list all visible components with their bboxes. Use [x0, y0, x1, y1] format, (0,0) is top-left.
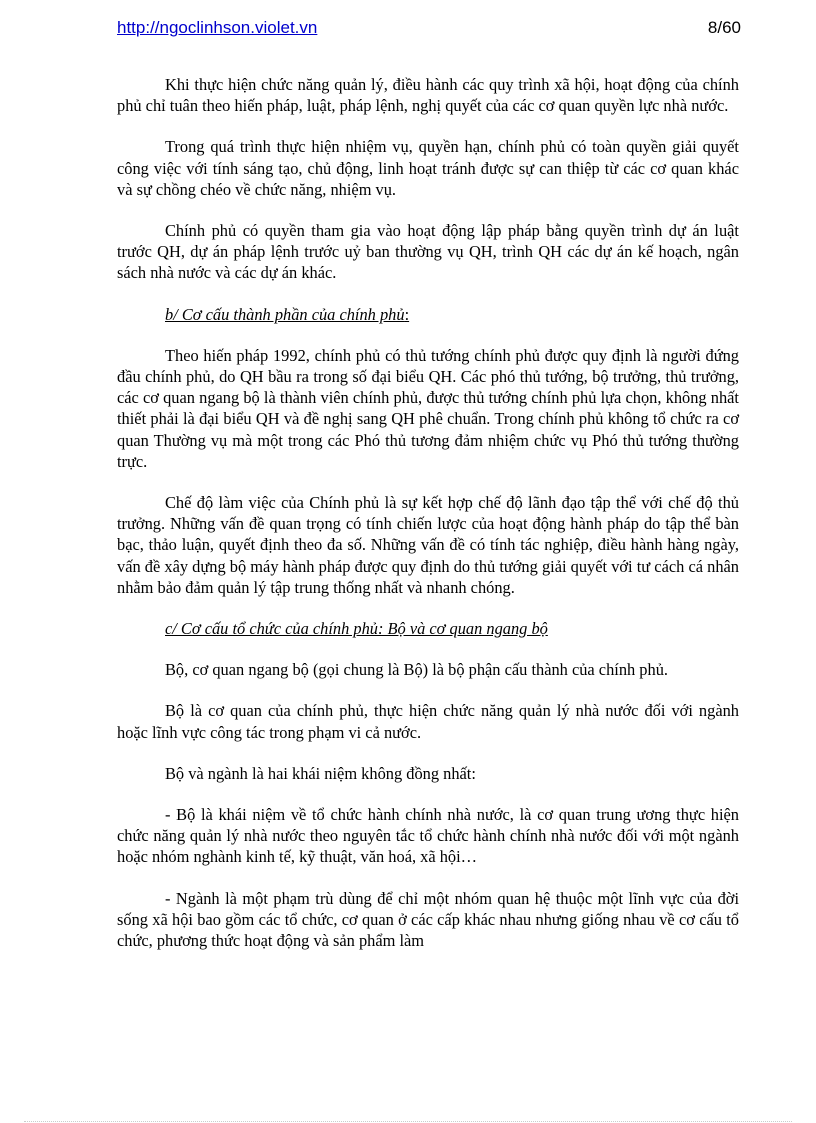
paragraph: Khi thực hiện chức năng quản lý, điều hành các quy trình xã hội, hoạt động của chính phủ chỉ tuân theo hiến pháp, luật, pháp lệnh, nghị quyết của các cơ quan quyền lực nhà nước.: [117, 75, 739, 116]
source-link[interactable]: http://ngoclinhson.violet.vn: [117, 18, 318, 37]
section-heading-b: [117, 304, 739, 325]
paragraph: Bộ là cơ quan của chính phủ, thực hiện chức năng quản lý nhà nước đối với ngành hoặc lĩnh vực công tác trong phạm vi cả nước.: [117, 701, 739, 742]
page-bottom-rule: [24, 1121, 792, 1122]
paragraph: Theo hiến pháp 1992, chính phủ có thủ tướng chính phủ được quy định là người đứng đầu chính phủ, do QH bầu ra trong số đại biểu QH. Các phó thủ tướng, bộ trưởng, thủ trưởng, các cơ quan ngang bộ là thành viên chính phủ, được thủ tướng chính phủ lựa chọn, không nhất thiết phải là đại biểu QH và đề nghị sang QH phê chuẩn. Trong chính phủ không tổ chức ra cơ quan Thường vụ mà một trong các Phó thủ tương đảm nhiệm chức vụ Phó thủ tướng thường trực.: [117, 345, 739, 471]
paragraph: Bộ và ngành là hai khái niệm không đồng nhất:: [165, 763, 476, 783]
paragraph: Bộ, cơ quan ngang bộ (gọi chung là Bộ) là bộ phận cấu thành của chính phủ.: [165, 660, 668, 680]
page-header: [117, 18, 741, 42]
document-body: [117, 74, 739, 971]
paragraph: - Bộ là khái niệm về tổ chức hành chính nhà nước, là cơ quan trung ương thực hiện chức năng quản lý nhà nước theo nguyên tắc tổ chức hành chính nhà nước đối với một ngành hoặc nhóm nghành kinh tế, kỹ thuật, văn hoá, xã hội…: [117, 805, 739, 867]
section-heading-c: c/ Cơ cấu tổ chức của chính phủ: Bộ và cơ quan ngang bộ: [165, 619, 548, 639]
paragraph: Chế độ làm việc của Chính phủ là sự kết hợp chế độ lãnh đạo tập thể với chế độ thủ trưởng. Những vấn đề quan trọng có tính chiến lược của hoạt động hành pháp do tập thể bàn bạc, thảo luận, quyết định theo đa số. Những vấn đề có tính tác nghiệp, điều hành hàng ngày, vấn đề xây dựng bộ máy hành pháp được quy định do thủ tướng giải quyết với tư cách cá nhân nhằm bảo đảm quản lý tập trung thống nhất và nhanh chóng.: [117, 493, 739, 597]
section-heading-b-text: b/ Cơ cấu thành phần của chính phủ: [165, 304, 405, 324]
paragraph: Chính phủ có quyền tham gia vào hoạt động lập pháp bằng quyền trình dự án luật trước QH, dự án pháp lệnh trước uỷ ban thường vụ QH, trình QH các dự án kế hoạch, ngân sách nhà nước và các dự án khác.: [117, 221, 739, 283]
page-number: 8/60: [707, 18, 741, 37]
paragraph: - Ngành là một phạm trù dùng để chỉ một nhóm quan hệ thuộc một lĩnh vực của đời sống xã hội bao gồm các tổ chức, cơ quan ở các cấp khác nhau nhưng giống nhau về cơ cấu tổ chức, phương thức hoạt động và sản phẩm làm: [117, 888, 739, 951]
section-heading-b-colon: :: [404, 304, 410, 324]
paragraph: Trong quá trình thực hiện nhiệm vụ, quyền hạn, chính phủ có toàn quyền giải quyết công việc với tính sáng tạo, chủ động, linh hoạt tránh được sự can thiệp từ các cơ quan khác và sự chồng chéo về chức năng, nhiệm vụ.: [117, 137, 739, 199]
